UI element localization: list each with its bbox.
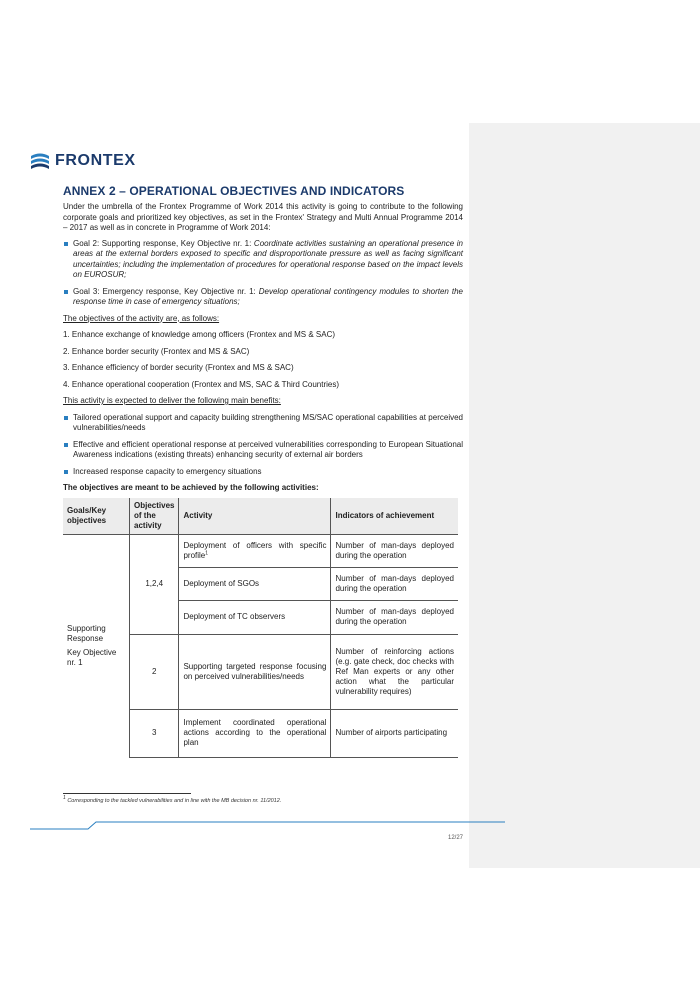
document-body <box>63 184 463 758</box>
objective-number: 2 <box>130 634 179 709</box>
indicator-cell: Number of man-days deployed during the operation <box>331 567 458 600</box>
activities-table <box>63 498 458 758</box>
objectives-list <box>63 330 463 390</box>
goal-line2: Key Objective nr. 1 <box>67 647 117 667</box>
footnote-ref: 1 <box>205 549 209 556</box>
header-goals: Goals/Key objectives <box>63 498 130 535</box>
footnote-text: Corresponding to the tackled vulnerabilities and in line with the MB decision nr. 11/2012. <box>67 798 282 804</box>
goal-text: Develop operational contingency modules to shorten the response time in case of emergency situations; <box>73 286 463 306</box>
header-objectives: Objectives of the activity <box>130 498 179 535</box>
goal-item <box>63 239 463 281</box>
goal-cell <box>63 534 130 757</box>
activity-cell: Supporting targeted response focusing on perceived vulnerabilities/needs <box>179 634 331 709</box>
objective-item: 2. Enhance border security (Frontex and MS & SAC) <box>63 346 250 356</box>
activity-text: Deployment of officers with specific profile <box>183 540 327 560</box>
goal-lead: Goal 2: Supporting response, Key Objective nr. 1: <box>73 238 254 248</box>
objective-item: 1. Enhance exchange of knowledge among officers (Frontex and MS & SAC) <box>63 330 336 339</box>
indicator-cell: Number of airports participating <box>331 709 458 757</box>
intro-paragraph: Under the umbrella of the Frontex Programme of Work 2014 this activity is going to contribute to the following corporate goals and prioritized key objectives, as set in the Frontex' Strategy and Multi Annual Programme 2014 – 2017 as well as in concrete in Programme of Work 2014: <box>63 202 463 232</box>
frontex-logo <box>30 150 136 172</box>
objective-number: 3 <box>130 709 179 757</box>
activity-cell: Deployment of SGOs <box>179 567 331 600</box>
objective-item: 3. Enhance efficiency of border security (Frontex and MS & SAC) <box>63 363 294 372</box>
activity-cell <box>179 534 331 567</box>
indicator-cell: Number of reinforcing actions (e.g. gate check, doc checks with Ref Man experts or any other action what the particular vulnerability requires) <box>331 634 458 709</box>
goals-list <box>63 239 463 308</box>
goal-item <box>63 287 463 308</box>
table-heading: The objectives are meant to be achieved by the following activities: <box>63 483 319 492</box>
header-indicators: Indicators of achievement <box>331 498 458 535</box>
page-number: 12/27 <box>448 835 464 841</box>
logo-text: FRONTEX <box>55 152 136 169</box>
activity-cell: Implement coordinated operational actions according to the operational plan <box>179 709 331 757</box>
header-activity: Activity <box>179 498 331 535</box>
indicator-cell: Number of man-days deployed during the operation <box>331 600 458 634</box>
footer-rule <box>30 820 510 830</box>
goal-text: Coordinate activities sustaining an operational presence in areas at the external borders exposed to specific and disproportionate pressure as well as facing significant uncertainties; including the implementation of procedures for operational response based on the impact levels on EUROSUR; <box>73 238 463 279</box>
activity-cell: Deployment of TC observers <box>179 600 331 634</box>
table-header-row <box>63 498 458 535</box>
goal-lead: Goal 3: Emergency response, Key Objective nr. 1: <box>73 286 259 296</box>
goal-line1: Supporting Response <box>67 623 106 643</box>
benefit-item: Increased response capacity to emergency situations <box>63 467 463 478</box>
benefit-item: Tailored operational support and capacity building strengthening MS/SAC operational capabilities at perceived vulnerabilities/needs <box>63 413 463 434</box>
benefits-heading: This activity is expected to deliver the following main benefits: <box>63 396 281 405</box>
annex-heading: ANNEX 2 – OPERATIONAL OBJECTIVES AND INDICATORS <box>63 184 405 198</box>
indicator-cell: Number of man-days deployed during the operation <box>331 534 458 567</box>
benefit-item: Effective and efficient operational response at perceived vulnerabilities corresponding to European Situational Awareness indications (existing threats) enhancing security of external air borders <box>63 440 463 461</box>
footnote-mark: 1 <box>63 795 66 802</box>
frontex-logo-icon <box>30 151 50 171</box>
footnote <box>63 795 282 804</box>
objective-number: 1,2,4 <box>130 534 179 634</box>
objective-item: 4. Enhance operational cooperation (Frontex and MS, SAC & Third Countries) <box>63 379 339 389</box>
footnote-separator <box>63 793 191 794</box>
table-row <box>63 534 458 567</box>
comment-pane <box>469 123 700 868</box>
benefits-list <box>63 413 463 478</box>
objectives-heading: The objectives of the activity are, as follows: <box>63 313 220 323</box>
